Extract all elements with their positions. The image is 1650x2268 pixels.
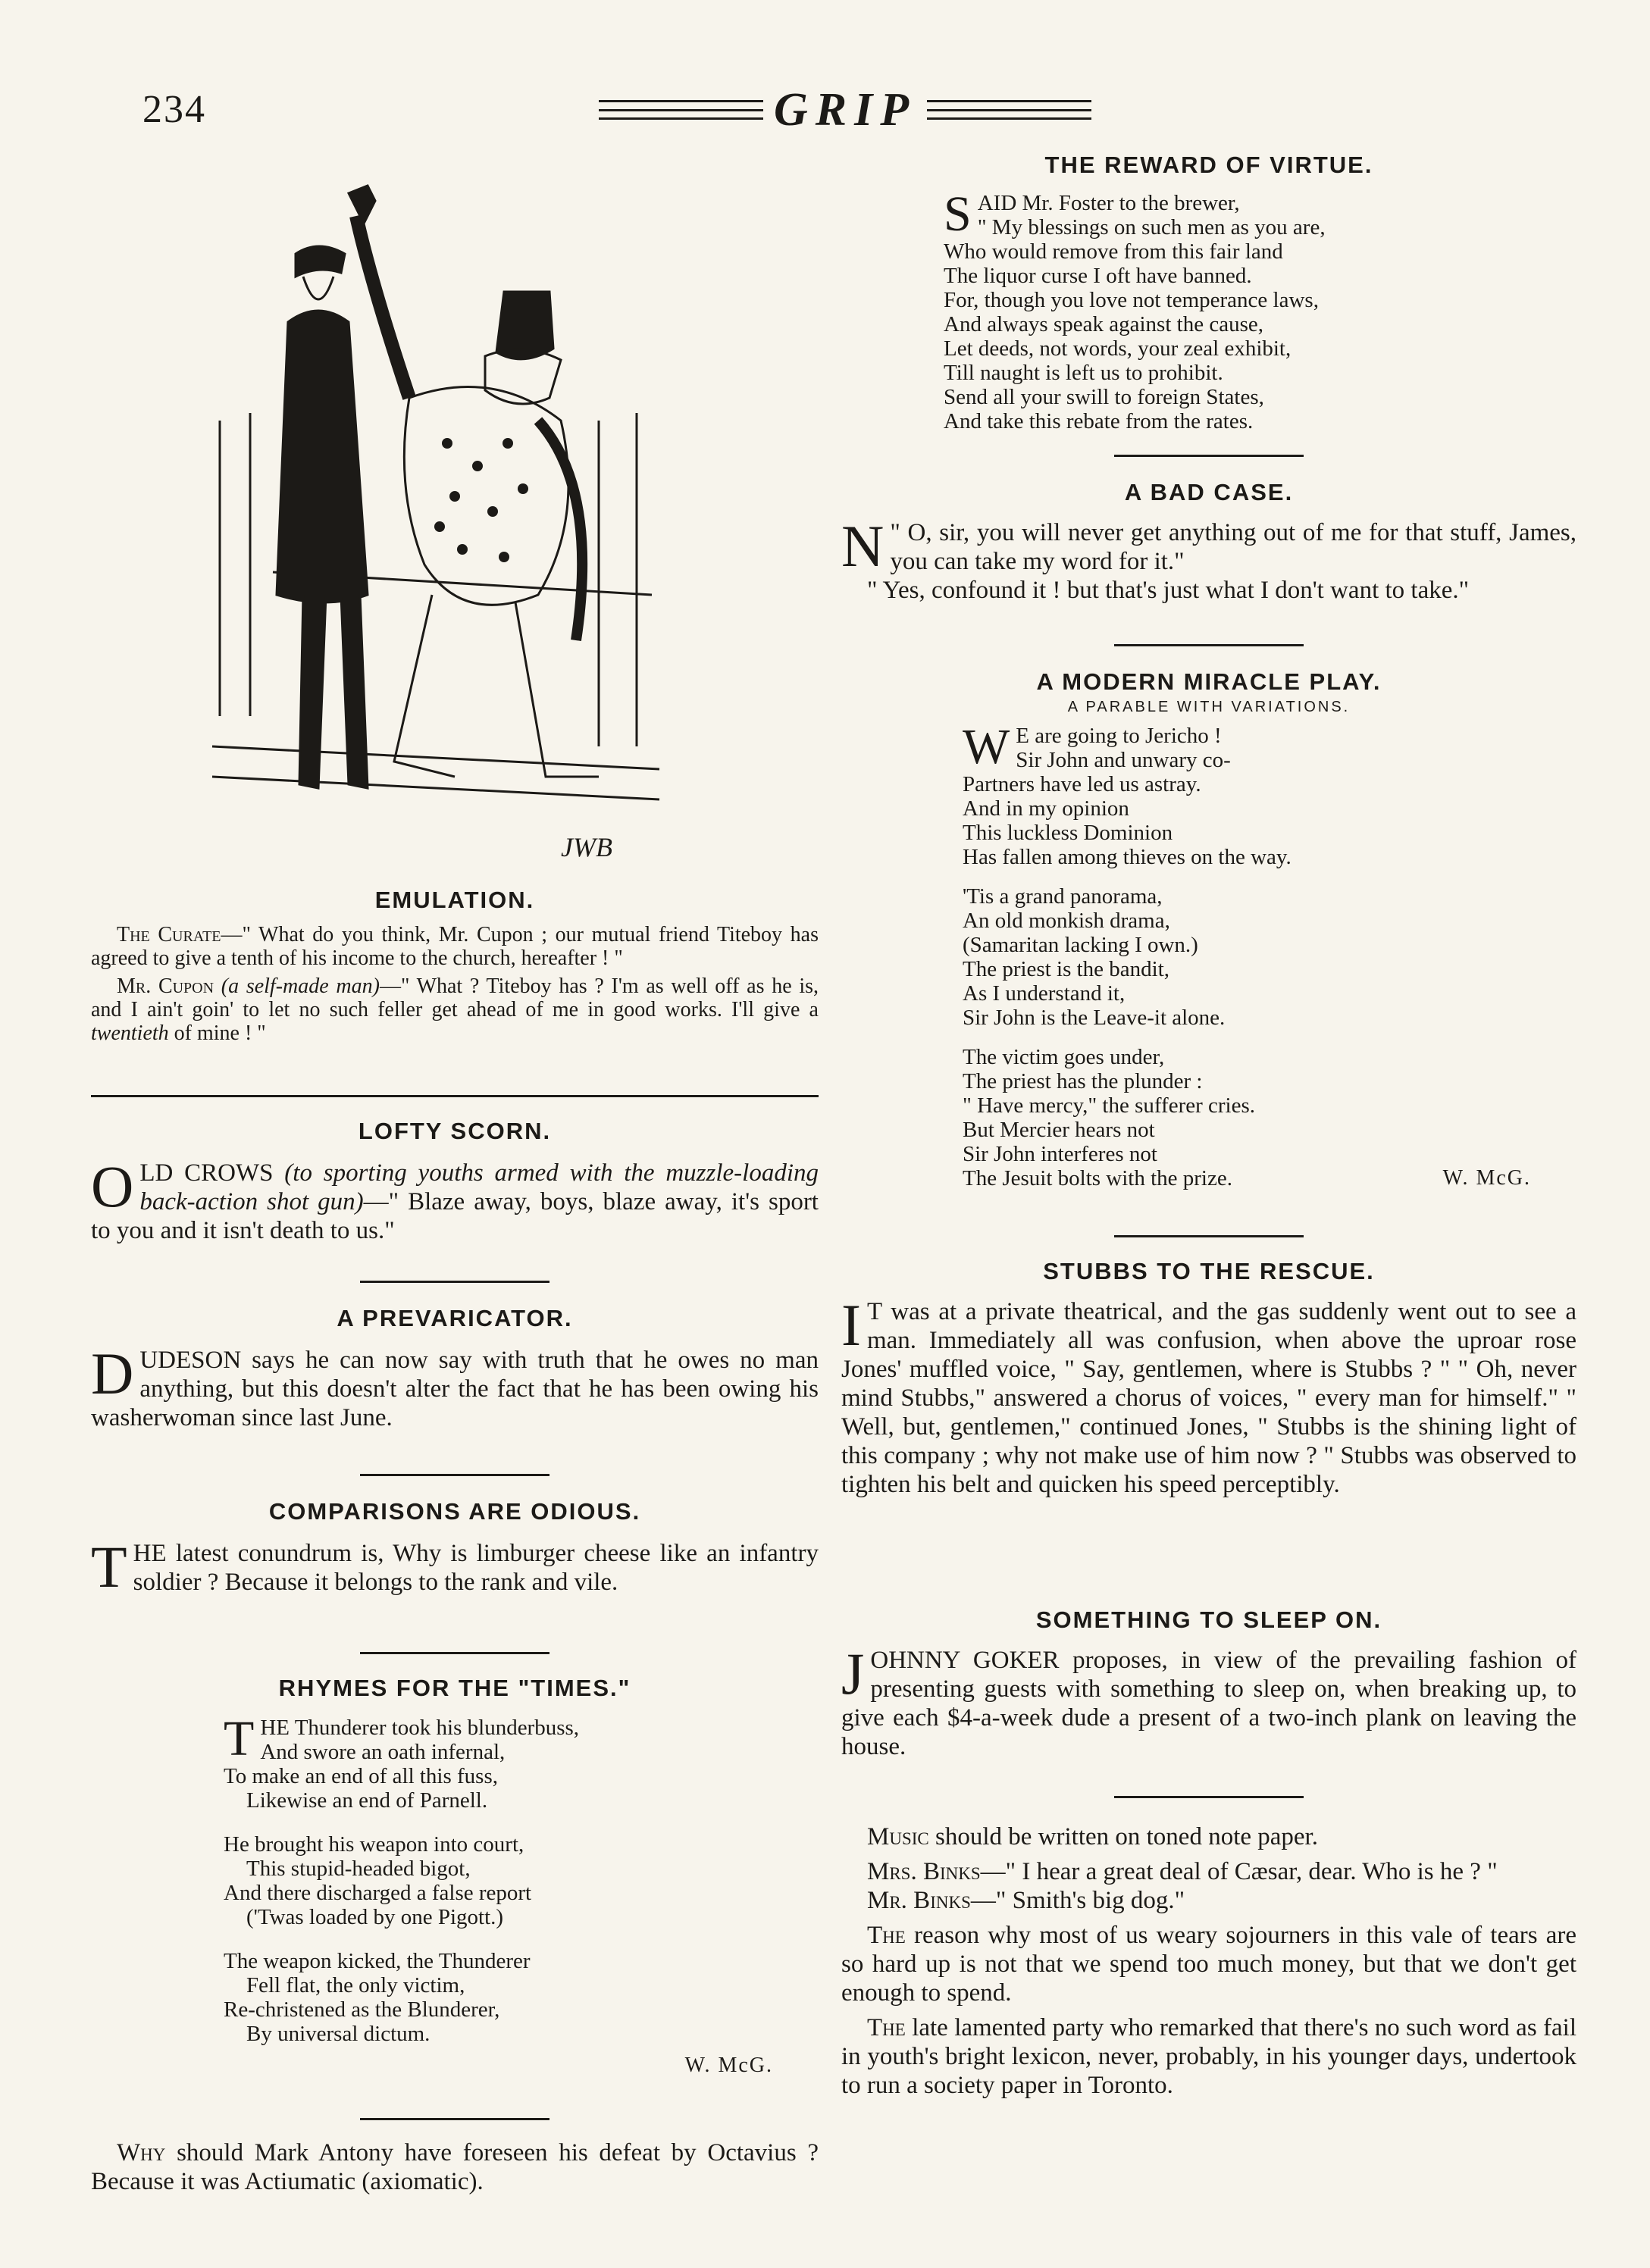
rhymes-title: RHYMES FOR THE "TIMES." bbox=[278, 1675, 631, 1701]
lofty-scorn-title: LOFTY SCORN. bbox=[358, 1118, 552, 1144]
comparisons-title: COMPARISONS ARE ODIOUS. bbox=[268, 1498, 641, 1525]
prevaricator-article bbox=[91, 1305, 819, 1432]
divider bbox=[91, 1095, 819, 1097]
short-paragraphs bbox=[841, 1822, 1576, 2100]
antony-text: Why should Mark Antony have foreseen his defeat by Octavius ? Because it was Actiumatic (axiomatic). bbox=[91, 2139, 819, 2195]
miracle-signature: W. McG. bbox=[1442, 1166, 1531, 1190]
sleep-article bbox=[841, 1606, 1576, 1761]
sleep-text: JOHNNY GOKER proposes, in view of the prevailing fashion of presenting guests with something to sleep on, when breaking up, to give each $4-a-week dude a present of a two-inch plank on leaving the house. bbox=[841, 1641, 1576, 1760]
divider bbox=[360, 1474, 549, 1476]
sleep-title: SOMETHING TO SLEEP ON. bbox=[1035, 1606, 1382, 1633]
prevaricator-text: DUDESON says he can now say with truth that he owes no man anything, but this doesn't alter the fact that he has been owing his washerwoman since last June. bbox=[91, 1340, 819, 1431]
miracle-subtitle: A PARABLE WITH VARIATIONS. bbox=[1067, 699, 1351, 715]
masthead bbox=[599, 80, 1091, 140]
emulation-title: EMULATION. bbox=[374, 887, 535, 913]
masthead-rule-left bbox=[599, 100, 763, 120]
bad-case-text-2: " Yes, confound it ! but that's just what I don't want to take." bbox=[867, 577, 1470, 604]
divider bbox=[360, 2118, 549, 2120]
page-header bbox=[0, 80, 1650, 148]
party-paragraph: The late lamented party who remarked that there's no such word as fail in youth's bright lexicon, never, probably, in his younger days, undertook to run a society paper in Toronto. bbox=[841, 2014, 1576, 2099]
antony-paragraph bbox=[91, 2138, 819, 2196]
masthead-rule-right bbox=[927, 100, 1091, 120]
miracle-stanza-1: W E are going to Jericho ! Sir John and unwary co- Partners have led us astray. And in my opinion This luckless Dominion Has fallen among thieves on the way. bbox=[963, 719, 1292, 869]
rhymes-stanza-2: He brought his weapon into court, This stupid-headed bigot, And there discharged a false report ('Twas loaded by one Pigott.) bbox=[224, 1832, 532, 1929]
lofty-scorn-article bbox=[91, 1118, 819, 1245]
miracle-title: A MODERN MIRACLE PLAY. bbox=[1036, 668, 1382, 695]
miracle-stanza-2: 'Tis a grand panorama, An old monkish drama, (Samaritan lacking I own.) The priest is the bandit, As I understand it, Sir John is the Leave-it alone. bbox=[963, 884, 1226, 1030]
miracle-article bbox=[841, 668, 1576, 1190]
bad-case-title: A BAD CASE. bbox=[1124, 479, 1294, 505]
page-number: 234 bbox=[142, 88, 206, 131]
stubbs-article bbox=[841, 1258, 1576, 1499]
divider bbox=[1114, 455, 1304, 457]
emulation-line-1: The Curate—" What do you think, Mr. Cupon ; our mutual friend Titeboy has agreed to give a tenth of his income to the church, hereafter ! " bbox=[91, 923, 819, 970]
prevaricator-title: A PREVARICATOR. bbox=[337, 1305, 573, 1331]
rhymes-stanza-1: T HE Thunderer took his blunderbuss, And swore an oath infernal, To make an end of all this fuss, Likewise an end of Parnell. bbox=[224, 1711, 580, 1813]
binks-line-1: Mrs. Binks—" I hear a great deal of Cæsar, dear. Who is he ? " bbox=[867, 1858, 1498, 1885]
lofty-scorn-text: OLD CROWS (to sporting youths armed with the muzzle-loading back-action shot gun)—" Blaze away, boys, blaze away, it's sport to you and it isn't death to us." bbox=[91, 1153, 819, 1244]
reward-article bbox=[841, 152, 1576, 433]
artist-signature: JWB bbox=[561, 832, 612, 862]
stubbs-title: STUBBS TO THE RESCUE. bbox=[1043, 1258, 1375, 1284]
bad-case-article bbox=[841, 479, 1576, 605]
masthead-title: GRIP bbox=[773, 83, 917, 136]
bad-case-text-1: " N O, sir, you will never get anything out of me for that stuff, James, you can take my word for it." bbox=[841, 513, 1576, 579]
reward-verse: S AID Mr. Foster to the brewer, " My blessings on such men as you are, Who would remove from this fair land The liquor curse I oft have banned. For, though you love not temperance laws, And always speak against the cause, Let deeds, not words, your zeal exhibit, Till naught is left us to prohibit. Send all your swill to foreign States, And take this rebate from the rates. bbox=[944, 186, 1326, 433]
rhymes-signature: W. McG. bbox=[684, 2054, 773, 2077]
cartoon-illustration bbox=[205, 170, 675, 875]
divider bbox=[1114, 644, 1304, 646]
binks-line-2: Mr. Binks—" Smith's big dog." bbox=[867, 1887, 1185, 1914]
emulation-caption bbox=[91, 887, 819, 1045]
divider bbox=[360, 1281, 549, 1283]
divider bbox=[360, 1652, 549, 1654]
comparisons-article bbox=[91, 1498, 819, 1600]
comparisons-text: THE latest conundrum is, Why is limburger cheese like an infantry soldier ? Because it belongs to the rank and vile. bbox=[91, 1534, 819, 1600]
rhymes-article bbox=[91, 1675, 819, 2078]
emulation-line-2: Mr. Cupon (a self-made man)—" What ? Titeboy has ? I'm as well off as he is, and I ain't goin' to let no such feller get ahead of me in good works. I'll give a twentieth of mine ! " bbox=[91, 974, 819, 1045]
divider bbox=[1114, 1796, 1304, 1798]
reason-paragraph: The reason why most of us weary sojourners in this vale of tears are so hard up is not that we spend too much money, but that we don't get enough to spend. bbox=[841, 1922, 1577, 2007]
miracle-stanza-3: The victim goes under, The priest has the plunder : " Have mercy," the sufferer cries. But Mercier hears not Sir John interferes not The Jesuit bolts with the prize. W. McG. bbox=[963, 1045, 1531, 1190]
divider bbox=[1114, 1235, 1304, 1237]
music-paragraph: Music should be written on toned note paper. bbox=[867, 1823, 1318, 1850]
reward-title: THE REWARD OF VIRTUE. bbox=[1044, 152, 1373, 178]
stubbs-text: I T was at a private theatrical, and the gas suddenly went out to see a man. Immediately all was confusion, when above the uproar rose Jones' muffled voice, " Say, gentlemen, where is Stubbs ? " " Oh, never mind Stubbs," answered a chorus of voices, " every man for himself." " Well, but, gentlemen," continued Jones, " Stubbs is the shining light of this company ; why not make use of him now ? " Stubbs was observed to tighten his belt and quicken his speed perceptibly. bbox=[841, 1292, 1576, 1498]
rhymes-stanza-3: The weapon kicked, the Thunderer Fell flat, the only victim, Re-christened as the Blunderer, By universal dictum. bbox=[224, 1949, 531, 2046]
